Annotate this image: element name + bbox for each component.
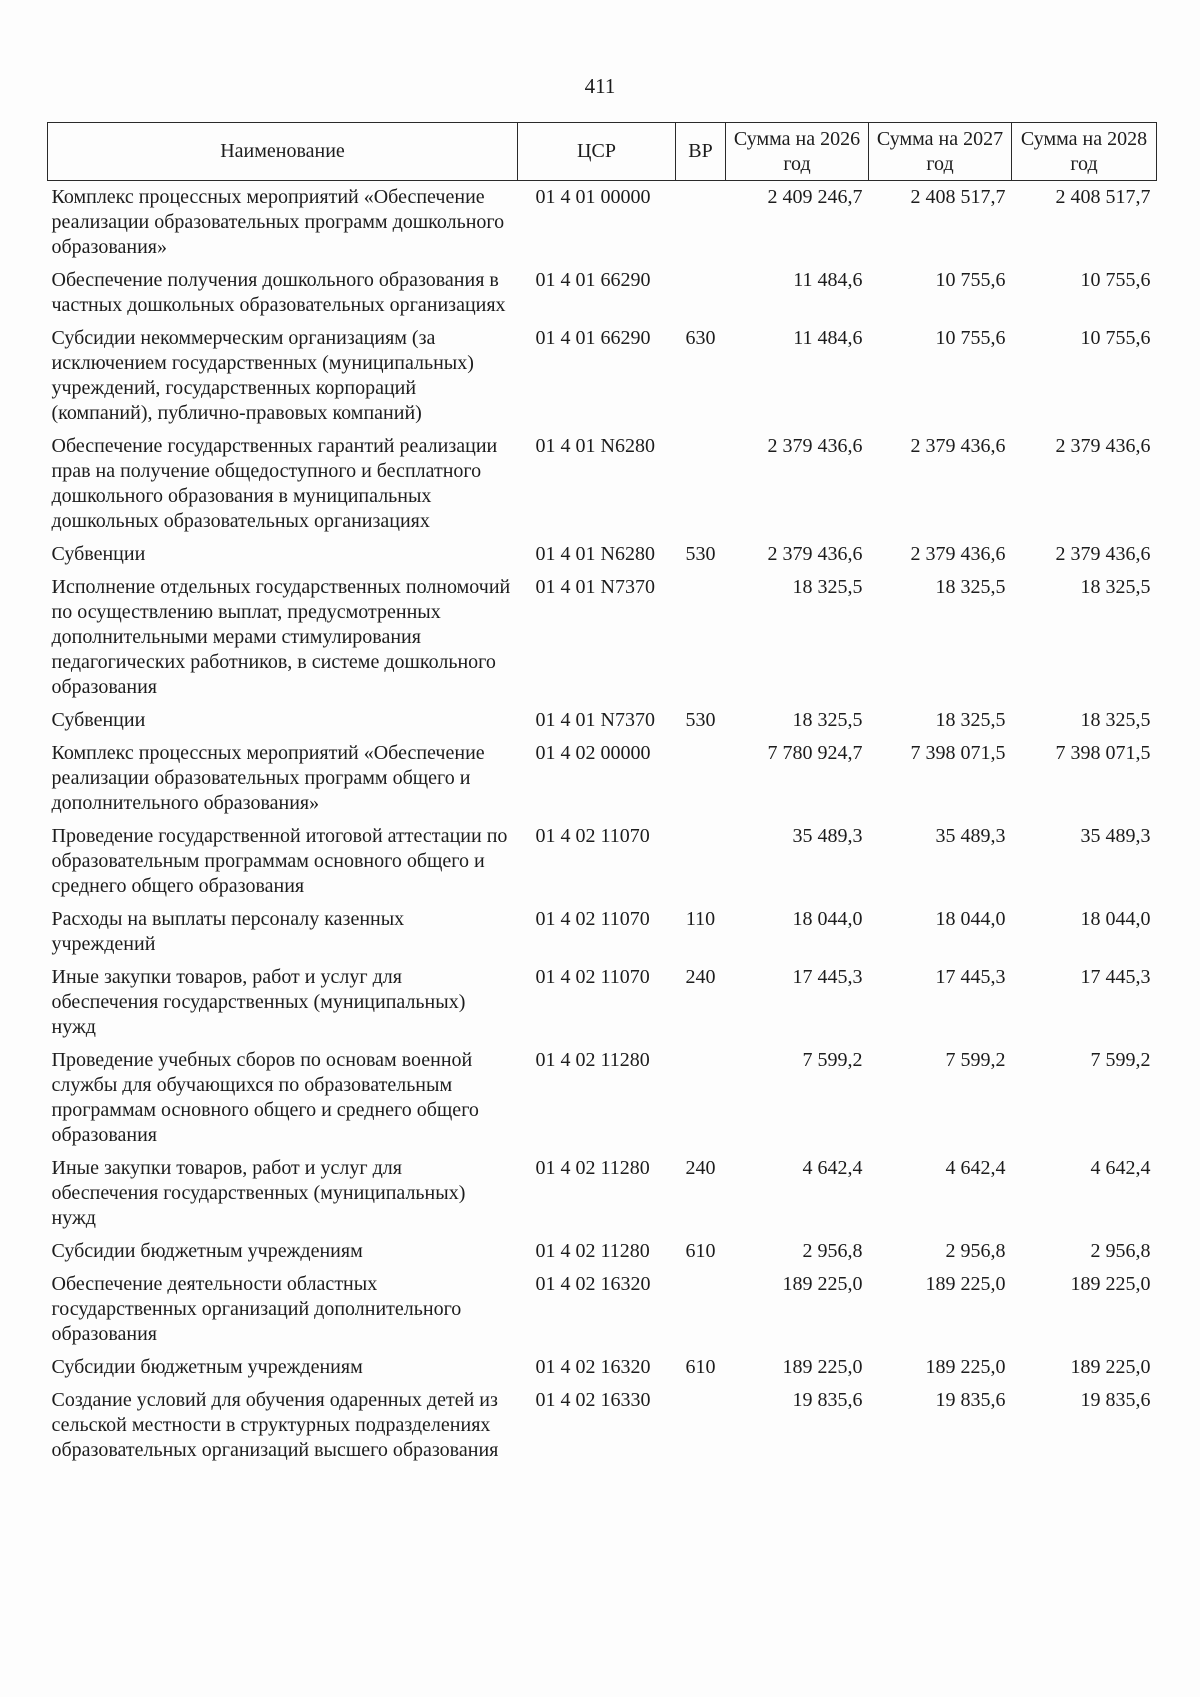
table-row bbox=[48, 1268, 1157, 1351]
row-csr: 01 4 01 66290 bbox=[535, 327, 651, 349]
row-sum-2027: 7 398 071,5 bbox=[910, 742, 1006, 764]
row-sum-2028: 18 044,0 bbox=[1080, 908, 1151, 930]
row-name-cell bbox=[48, 538, 518, 571]
row-sum-2026: 189 225,0 bbox=[782, 1273, 863, 1295]
row-vr: 530 bbox=[685, 709, 716, 731]
row-sum-2028-cell bbox=[1012, 430, 1157, 538]
row-vr-cell bbox=[676, 1235, 726, 1268]
row-csr: 01 4 01 N6280 bbox=[535, 435, 655, 457]
row-sum-2026-cell bbox=[726, 1152, 869, 1235]
row-sum-2026: 7 780 924,7 bbox=[767, 742, 863, 764]
row-name-cell bbox=[48, 181, 518, 265]
row-csr-cell bbox=[518, 430, 676, 538]
row-csr: 01 4 02 11070 bbox=[535, 908, 650, 930]
row-csr: 01 4 02 11070 bbox=[535, 825, 650, 847]
row-name: Субвенции bbox=[51, 543, 146, 565]
row-sum-2027: 10 755,6 bbox=[935, 269, 1006, 291]
row-vr: 530 bbox=[685, 543, 716, 565]
row-sum-2027-cell bbox=[869, 1351, 1012, 1384]
row-vr: 240 bbox=[685, 1157, 716, 1179]
row-sum-2028-cell bbox=[1012, 737, 1157, 820]
row-sum-2026: 18 325,5 bbox=[792, 709, 863, 731]
row-sum-2026: 35 489,3 bbox=[792, 825, 863, 847]
row-sum-2028-cell bbox=[1012, 820, 1157, 903]
table-row bbox=[48, 903, 1157, 961]
row-csr-cell bbox=[518, 961, 676, 1044]
budget-table bbox=[47, 122, 1157, 1467]
row-name: Обеспечение государственных гарантий реализации прав на получение общедоступного и бесплатного дошкольного образования в муниципальных дошкольных образовательных организациях bbox=[51, 435, 498, 532]
row-csr: 01 4 02 11070 bbox=[535, 966, 650, 988]
row-vr-cell bbox=[676, 903, 726, 961]
row-csr-cell bbox=[518, 322, 676, 430]
row-csr-cell bbox=[518, 1235, 676, 1268]
row-name: Создание условий для обучения одаренных детей из сельской местности в структурных подразделениях образовательных организаций высшего образования bbox=[51, 1389, 499, 1461]
row-name-cell bbox=[48, 1384, 518, 1467]
row-sum-2028-cell bbox=[1012, 1268, 1157, 1351]
table-row bbox=[48, 430, 1157, 538]
row-sum-2028-cell bbox=[1012, 1384, 1157, 1467]
row-sum-2027-cell bbox=[869, 1235, 1012, 1268]
row-sum-2028: 7 599,2 bbox=[1090, 1049, 1151, 1071]
row-sum-2026: 18 325,5 bbox=[792, 576, 863, 598]
row-sum-2028: 18 325,5 bbox=[1080, 709, 1151, 731]
row-csr: 01 4 02 00000 bbox=[535, 742, 651, 764]
row-csr: 01 4 02 11280 bbox=[535, 1049, 650, 1071]
row-sum-2026-cell bbox=[726, 1044, 869, 1152]
row-csr-cell bbox=[518, 181, 676, 265]
row-sum-2027: 189 225,0 bbox=[925, 1356, 1006, 1378]
page-number: 411 bbox=[584, 74, 616, 98]
row-sum-2026: 19 835,6 bbox=[792, 1389, 863, 1411]
row-csr: 01 4 02 11280 bbox=[535, 1157, 650, 1179]
row-name: Субсидии бюджетным учреждениям bbox=[51, 1356, 363, 1378]
row-sum-2026-cell bbox=[726, 322, 869, 430]
row-name-cell bbox=[48, 322, 518, 430]
row-sum-2028: 17 445,3 bbox=[1080, 966, 1151, 988]
row-sum-2028-cell bbox=[1012, 1235, 1157, 1268]
table-row bbox=[48, 1152, 1157, 1235]
row-sum-2028: 18 325,5 bbox=[1080, 576, 1151, 598]
row-name: Субсидии бюджетным учреждениям bbox=[51, 1240, 363, 1262]
row-vr-cell bbox=[676, 1268, 726, 1351]
row-sum-2026-cell bbox=[726, 571, 869, 704]
row-vr-cell bbox=[676, 430, 726, 538]
row-sum-2027: 19 835,6 bbox=[935, 1389, 1006, 1411]
row-sum-2027-cell bbox=[869, 903, 1012, 961]
header-sum-2027: Сумма на 2027 год bbox=[869, 123, 1012, 181]
row-sum-2026-cell bbox=[726, 903, 869, 961]
row-vr-cell bbox=[676, 571, 726, 704]
row-sum-2027: 2 379 436,6 bbox=[910, 543, 1006, 565]
table-row bbox=[48, 264, 1157, 322]
row-csr: 01 4 02 11280 bbox=[535, 1240, 650, 1262]
row-sum-2028: 189 225,0 bbox=[1070, 1273, 1151, 1295]
row-sum-2027: 18 325,5 bbox=[935, 709, 1006, 731]
row-sum-2026-cell bbox=[726, 704, 869, 737]
table-row bbox=[48, 820, 1157, 903]
row-sum-2027: 2 379 436,6 bbox=[910, 435, 1006, 457]
row-vr-cell bbox=[676, 1044, 726, 1152]
table-row bbox=[48, 322, 1157, 430]
table-header bbox=[48, 123, 1157, 181]
row-csr-cell bbox=[518, 1152, 676, 1235]
table-row bbox=[48, 704, 1157, 737]
row-name: Иные закупки товаров, работ и услуг для обеспечения государственных (муниципальных) нужд bbox=[51, 1157, 466, 1229]
row-sum-2027: 18 325,5 bbox=[935, 576, 1006, 598]
row-name-cell bbox=[48, 571, 518, 704]
row-sum-2027-cell bbox=[869, 430, 1012, 538]
row-sum-2027-cell bbox=[869, 264, 1012, 322]
row-vr bbox=[676, 264, 726, 272]
row-sum-2026: 11 484,6 bbox=[793, 327, 863, 349]
row-sum-2026: 11 484,6 bbox=[793, 269, 863, 291]
row-sum-2028-cell bbox=[1012, 961, 1157, 1044]
table-row bbox=[48, 1044, 1157, 1152]
table-row bbox=[48, 538, 1157, 571]
row-sum-2028: 7 398 071,5 bbox=[1055, 742, 1151, 764]
row-name: Исполнение отдельных государственных полномочий по осуществлению выплат, предусмотренных дополнительными мерами стимулирования педагогических работников, в системе дошкольного образования bbox=[51, 576, 511, 698]
row-name: Комплекс процессных мероприятий «Обеспечение реализации образовательных программ общего и дополнительного образования» bbox=[51, 742, 485, 814]
row-vr-cell bbox=[676, 264, 726, 322]
row-sum-2028: 189 225,0 bbox=[1070, 1356, 1151, 1378]
row-name-cell bbox=[48, 1044, 518, 1152]
row-sum-2026: 189 225,0 bbox=[782, 1356, 863, 1378]
row-sum-2028-cell bbox=[1012, 1351, 1157, 1384]
row-sum-2026-cell bbox=[726, 264, 869, 322]
row-sum-2027: 2 408 517,7 bbox=[910, 186, 1006, 208]
row-name: Проведение государственной итоговой аттестации по образовательным программам основного общего и среднего общего образования bbox=[51, 825, 508, 897]
header-csr: ЦСР bbox=[518, 123, 676, 181]
row-sum-2028: 2 956,8 bbox=[1090, 1240, 1151, 1262]
row-name: Комплекс процессных мероприятий «Обеспечение реализации образовательных программ дошкольного образования» bbox=[51, 186, 505, 258]
row-name-cell bbox=[48, 737, 518, 820]
row-sum-2028-cell bbox=[1012, 1044, 1157, 1152]
header-name: Наименование bbox=[48, 123, 518, 181]
table-row bbox=[48, 1235, 1157, 1268]
row-vr-cell bbox=[676, 1152, 726, 1235]
table-row bbox=[48, 961, 1157, 1044]
row-sum-2027-cell bbox=[869, 737, 1012, 820]
table-row bbox=[48, 737, 1157, 820]
row-name-cell bbox=[48, 961, 518, 1044]
row-sum-2026-cell bbox=[726, 737, 869, 820]
row-vr bbox=[676, 737, 726, 745]
row-vr-cell bbox=[676, 820, 726, 903]
row-vr-cell bbox=[676, 322, 726, 430]
row-sum-2028-cell bbox=[1012, 704, 1157, 737]
row-name: Субсидии некоммерческим организациям (за исключением государственных (муниципальных) учреждений, государственных корпораций (компаний), публично-правовых компаний) bbox=[51, 327, 474, 424]
row-name-cell bbox=[48, 264, 518, 322]
row-sum-2026-cell bbox=[726, 538, 869, 571]
row-csr: 01 4 01 N7370 bbox=[535, 709, 655, 731]
row-csr: 01 4 01 N7370 bbox=[535, 576, 655, 598]
row-csr-cell bbox=[518, 264, 676, 322]
row-sum-2026: 2 379 436,6 bbox=[767, 543, 863, 565]
row-sum-2028-cell bbox=[1012, 322, 1157, 430]
row-name-cell bbox=[48, 704, 518, 737]
row-sum-2027: 10 755,6 bbox=[935, 327, 1006, 349]
row-vr bbox=[676, 430, 726, 438]
row-sum-2027-cell bbox=[869, 820, 1012, 903]
row-sum-2028: 2 379 436,6 bbox=[1055, 435, 1151, 457]
row-sum-2027-cell bbox=[869, 322, 1012, 430]
row-sum-2027-cell bbox=[869, 1268, 1012, 1351]
row-sum-2028: 10 755,6 bbox=[1080, 269, 1151, 291]
row-vr bbox=[676, 1044, 726, 1052]
row-vr: 630 bbox=[685, 327, 716, 349]
row-sum-2027-cell bbox=[869, 1384, 1012, 1467]
row-name-cell bbox=[48, 1152, 518, 1235]
row-csr-cell bbox=[518, 903, 676, 961]
row-name: Иные закупки товаров, работ и услуг для обеспечения государственных (муниципальных) нужд bbox=[51, 966, 466, 1038]
row-vr bbox=[676, 1268, 726, 1276]
row-csr-cell bbox=[518, 704, 676, 737]
row-sum-2026: 7 599,2 bbox=[802, 1049, 863, 1071]
row-name: Проведение учебных сборов по основам военной службы для обучающихся по образовательным программам основного общего и среднего общего образования bbox=[51, 1049, 479, 1146]
row-sum-2028: 4 642,4 bbox=[1090, 1157, 1151, 1179]
row-vr-cell bbox=[676, 538, 726, 571]
row-csr: 01 4 02 16320 bbox=[535, 1356, 651, 1378]
row-vr: 610 bbox=[685, 1356, 716, 1378]
row-name-cell bbox=[48, 430, 518, 538]
row-vr-cell bbox=[676, 1384, 726, 1467]
row-csr: 01 4 01 66290 bbox=[535, 269, 651, 291]
header-sum-2028: Сумма на 2028 год bbox=[1012, 123, 1157, 181]
row-vr bbox=[676, 820, 726, 828]
row-sum-2026-cell bbox=[726, 1235, 869, 1268]
row-sum-2026-cell bbox=[726, 1268, 869, 1351]
row-sum-2027: 18 044,0 bbox=[935, 908, 1006, 930]
row-sum-2026-cell bbox=[726, 1351, 869, 1384]
header-row bbox=[48, 123, 1157, 181]
row-name-cell bbox=[48, 820, 518, 903]
row-sum-2027-cell bbox=[869, 1044, 1012, 1152]
row-sum-2026-cell bbox=[726, 430, 869, 538]
row-sum-2026-cell bbox=[726, 961, 869, 1044]
row-sum-2028-cell bbox=[1012, 538, 1157, 571]
row-name-cell bbox=[48, 1268, 518, 1351]
row-sum-2027: 2 956,8 bbox=[945, 1240, 1006, 1262]
table-row bbox=[48, 181, 1157, 265]
row-sum-2028-cell bbox=[1012, 903, 1157, 961]
row-csr-cell bbox=[518, 571, 676, 704]
row-vr: 110 bbox=[685, 908, 716, 930]
row-sum-2027-cell bbox=[869, 961, 1012, 1044]
row-name-cell bbox=[48, 903, 518, 961]
row-sum-2027: 35 489,3 bbox=[935, 825, 1006, 847]
header-vr: ВР bbox=[676, 123, 726, 181]
table-body bbox=[48, 181, 1157, 1468]
row-vr bbox=[676, 181, 726, 189]
row-csr: 01 4 02 16320 bbox=[535, 1273, 651, 1295]
row-sum-2026-cell bbox=[726, 181, 869, 265]
row-sum-2027: 7 599,2 bbox=[945, 1049, 1006, 1071]
table-row bbox=[48, 571, 1157, 704]
row-sum-2027-cell bbox=[869, 1152, 1012, 1235]
row-csr-cell bbox=[518, 820, 676, 903]
row-sum-2027: 189 225,0 bbox=[925, 1273, 1006, 1295]
row-name: Субвенции bbox=[51, 709, 146, 731]
row-csr: 01 4 01 N6280 bbox=[535, 543, 655, 565]
row-vr-cell bbox=[676, 1351, 726, 1384]
row-csr: 01 4 01 00000 bbox=[535, 186, 651, 208]
row-sum-2027-cell bbox=[869, 704, 1012, 737]
row-sum-2028-cell bbox=[1012, 571, 1157, 704]
row-vr bbox=[676, 571, 726, 579]
row-sum-2027: 4 642,4 bbox=[945, 1157, 1006, 1179]
row-sum-2026: 18 044,0 bbox=[792, 908, 863, 930]
row-csr-cell bbox=[518, 1044, 676, 1152]
row-vr: 240 bbox=[685, 966, 716, 988]
row-name-cell bbox=[48, 1351, 518, 1384]
row-csr-cell bbox=[518, 1384, 676, 1467]
row-sum-2028-cell bbox=[1012, 181, 1157, 265]
header-sum-2026: Сумма на 2026 год bbox=[726, 123, 869, 181]
row-sum-2027: 17 445,3 bbox=[935, 966, 1006, 988]
row-sum-2026: 2 379 436,6 bbox=[767, 435, 863, 457]
row-sum-2026: 17 445,3 bbox=[792, 966, 863, 988]
row-csr: 01 4 02 16330 bbox=[535, 1389, 651, 1411]
row-sum-2028: 35 489,3 bbox=[1080, 825, 1151, 847]
row-sum-2028: 2 379 436,6 bbox=[1055, 543, 1151, 565]
row-sum-2027-cell bbox=[869, 571, 1012, 704]
row-name: Обеспечение деятельности областных государственных организаций дополнительного образования bbox=[51, 1273, 462, 1345]
row-vr-cell bbox=[676, 181, 726, 265]
row-vr bbox=[676, 1384, 726, 1392]
row-sum-2028-cell bbox=[1012, 1152, 1157, 1235]
row-sum-2026: 2 409 246,7 bbox=[767, 186, 863, 208]
row-vr-cell bbox=[676, 737, 726, 820]
row-vr-cell bbox=[676, 961, 726, 1044]
row-name: Обеспечение получения дошкольного образования в частных дошкольных образовательных организациях bbox=[51, 269, 506, 316]
row-sum-2026-cell bbox=[726, 1384, 869, 1467]
table-row bbox=[48, 1384, 1157, 1467]
row-vr-cell bbox=[676, 704, 726, 737]
row-sum-2026-cell bbox=[726, 820, 869, 903]
row-vr: 610 bbox=[685, 1240, 716, 1262]
row-sum-2027-cell bbox=[869, 181, 1012, 265]
row-name: Расходы на выплаты персоналу казенных учреждений bbox=[51, 908, 405, 955]
row-sum-2027-cell bbox=[869, 538, 1012, 571]
row-sum-2028: 2 408 517,7 bbox=[1055, 186, 1151, 208]
row-sum-2028-cell bbox=[1012, 264, 1157, 322]
row-csr-cell bbox=[518, 1268, 676, 1351]
table-row bbox=[48, 1351, 1157, 1384]
row-sum-2028: 10 755,6 bbox=[1080, 327, 1151, 349]
row-sum-2028: 19 835,6 bbox=[1080, 1389, 1151, 1411]
row-sum-2026: 4 642,4 bbox=[802, 1157, 863, 1179]
row-csr-cell bbox=[518, 737, 676, 820]
row-name-cell bbox=[48, 1235, 518, 1268]
row-csr-cell bbox=[518, 1351, 676, 1384]
row-csr-cell bbox=[518, 538, 676, 571]
row-sum-2026: 2 956,8 bbox=[802, 1240, 863, 1262]
